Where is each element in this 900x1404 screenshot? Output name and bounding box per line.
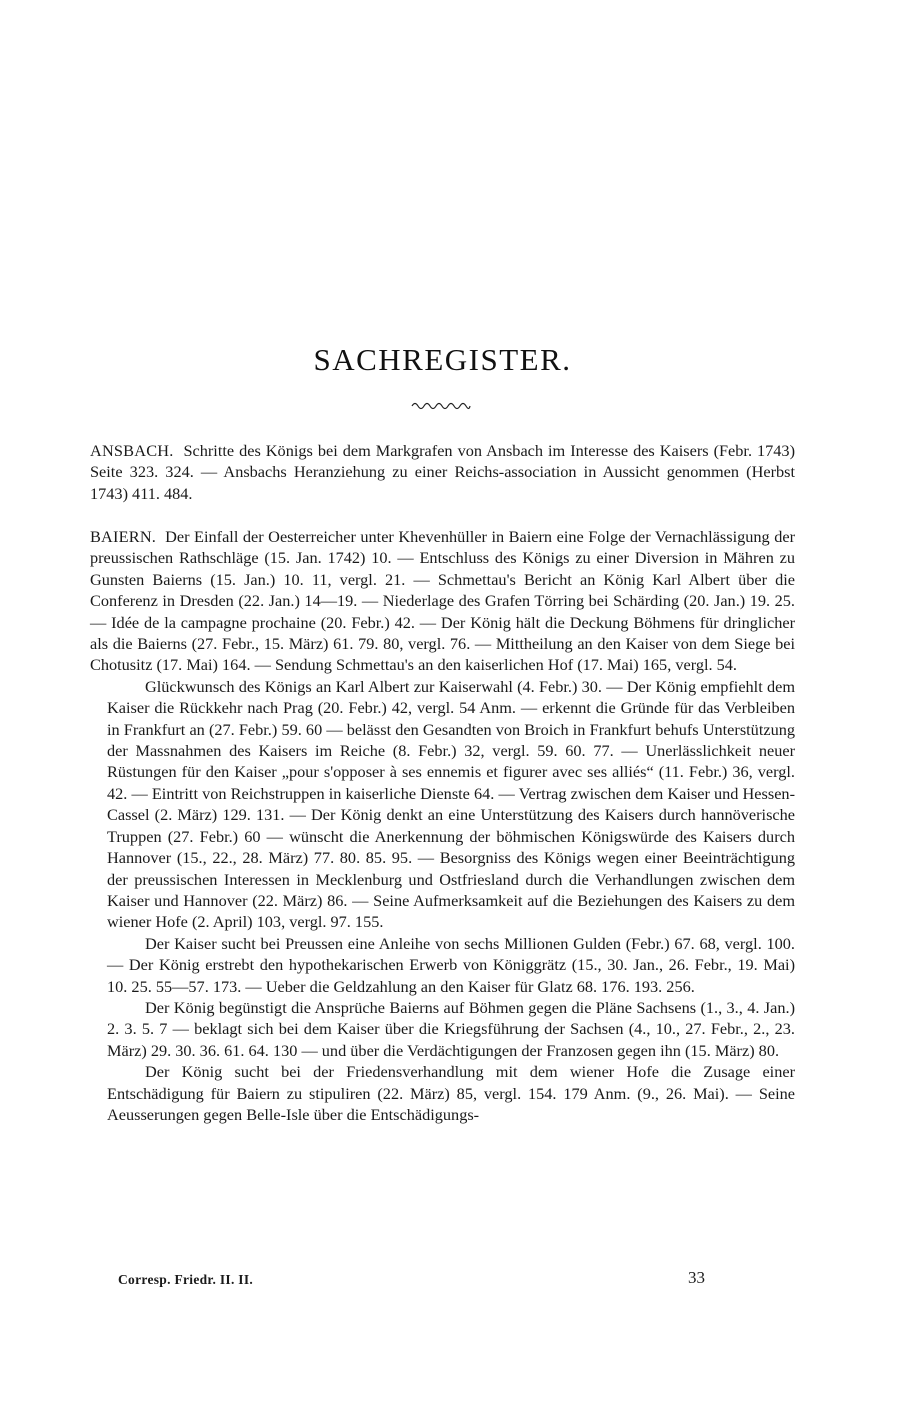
index-entry-ansbach (90, 440, 795, 504)
entry-text: Der Einfall der Oesterreicher unter Khevenhüller in Baiern eine Folge der Vernachlässigung der preussischen Rathschläge (15. Jan. 1742) 10. — Entschluss des Königs zu einer Diversion in Mähren zu Gunsten Baierns (15. Jan.) 10. 11, vergl. 21. — Schmettau's Bericht an König Karl Albert über die Conferenz in Dresden (22. Jan.) 14—19. — Niederlage des Grafen Törring bei Schärding (20. Jan.) 19. 25. — Idée de la campagne prochaine (20. Febr.) 42. — Der König hält die Deckung Böhmens für dringlicher als die Baierns (27. Febr., 15. März) 61. 79. 80, vergl. 76. — Mittheilung an den Kaiser von dem Siege bei Chotusitz (17. Mai) 164. — Sendung Schmettau's an den kaiserlichen Hof (17. Mai) 165, vergl. 54. (90, 527, 795, 675)
entry-paragraph (90, 526, 795, 676)
page-title: SACHREGISTER. (313, 342, 572, 377)
entry-lemma: ANSBACH. (90, 441, 174, 460)
decorative-wave-ornament (410, 398, 472, 412)
signature-mark: Corresp. Friedr. II. II. (118, 1272, 254, 1287)
entry-paragraph: Der König sucht bei der Friedensverhandlung mit dem wiener Hofe die Zusage einer Entschädigung für Baiern zu stipuliren (22. März) 85, vergl. 154. 179 Anm. (9., 26. Mai). — Seine Aeusserungen gegen Belle-Isle über die Entschädigungs- (107, 1062, 795, 1124)
entry-paragraph (90, 440, 795, 504)
page-number: 33 (688, 1268, 705, 1287)
index-entry-baiern (90, 526, 795, 1125)
entry-paragraph: Glückwunsch des Königs an Karl Albert zur Kaiserwahl (4. Febr.) 30. — Der König empfiehlt dem Kaiser die Rückkehr nach Prag (20. Febr.) 42, vergl. 54 Anm. — erkennt die Gründe für das Verbleiben in Frankfurt an (27. Febr.) 59. 60 — belässt den Gesandten von Broich in Frankfurt behufs Unterstützung der Massnahmen des Kaisers im Reiche (8. Febr.) 32, vergl. 59. 60. 77. — Unerlässlichkeit neuer Rüstungen für den Kaiser „pour s'opposer à ses ennemis et figurer avec ses alliés“ (11. Febr.) 36, vergl. 42. — Eintritt von Reichstruppen in kaiserliche Dienste 64. — Vertrag zwischen dem Kaiser und Hessen-Cassel (2. März) 129. 131. — Der König denkt an eine Unterstützung des Kaisers durch hannöverische Truppen (27. Febr.) 60 — wünscht die Anerkennung der böhmischen Königswürde des Kaisers durch Hannover (15., 22., 28. März) 77. 80. 85. 95. — Besorgniss des Königs wegen einer Beeinträchtigung der preussischen Interessen in Mecklenburg und Ostfriesland durch die Verhandlungen zwischen dem Kaiser und Hannover (22. März) 86. — Seine Aufmerksamkeit auf die Beziehungen des Kaisers zu dem wiener Hofe (2. April) 103, vergl. 97. 155. (107, 676, 795, 932)
entry-paragraph: Der Kaiser sucht bei Preussen eine Anleihe von sechs Millionen Gulden (Febr.) 67. 68, vergl. 100. — Der König erstrebt den hypothekarischen Erwerb von Königgrätz (15., 30. Jan., 26. Febr., 19. Mai) 10. 25. 55—57. 173. — Ueber die Geldzahlung an den Kaiser für Glatz 68. 176. 193. 256. (107, 933, 795, 996)
entry-paragraph: Der König begünstigt die Ansprüche Baierns auf Böhmen gegen die Pläne Sachsens (1., 3., 4. Jan.) 2. 3. 5. 7 — beklagt sich bei dem Kaiser über die Kriegsführung der Sachsen (4., 10., 27. Febr., 2., 23. März) 29. 30. 36. 61. 64. 130 — und über die Verdächtigungen der Franzosen gegen ihn (15. März) 80. (107, 997, 795, 1060)
entry-lemma: BAIERN. (90, 527, 157, 546)
page-footer (118, 1268, 718, 1290)
entry-text: Schritte des Königs bei dem Markgrafen von Ansbach im Interesse des Kaisers (Febr. 1743) Seite 323. 324. — Ansbachs Heranziehung zu einer Reichs-association in Aussicht genommen (Herbst 1743) 411. 484. (90, 441, 795, 503)
